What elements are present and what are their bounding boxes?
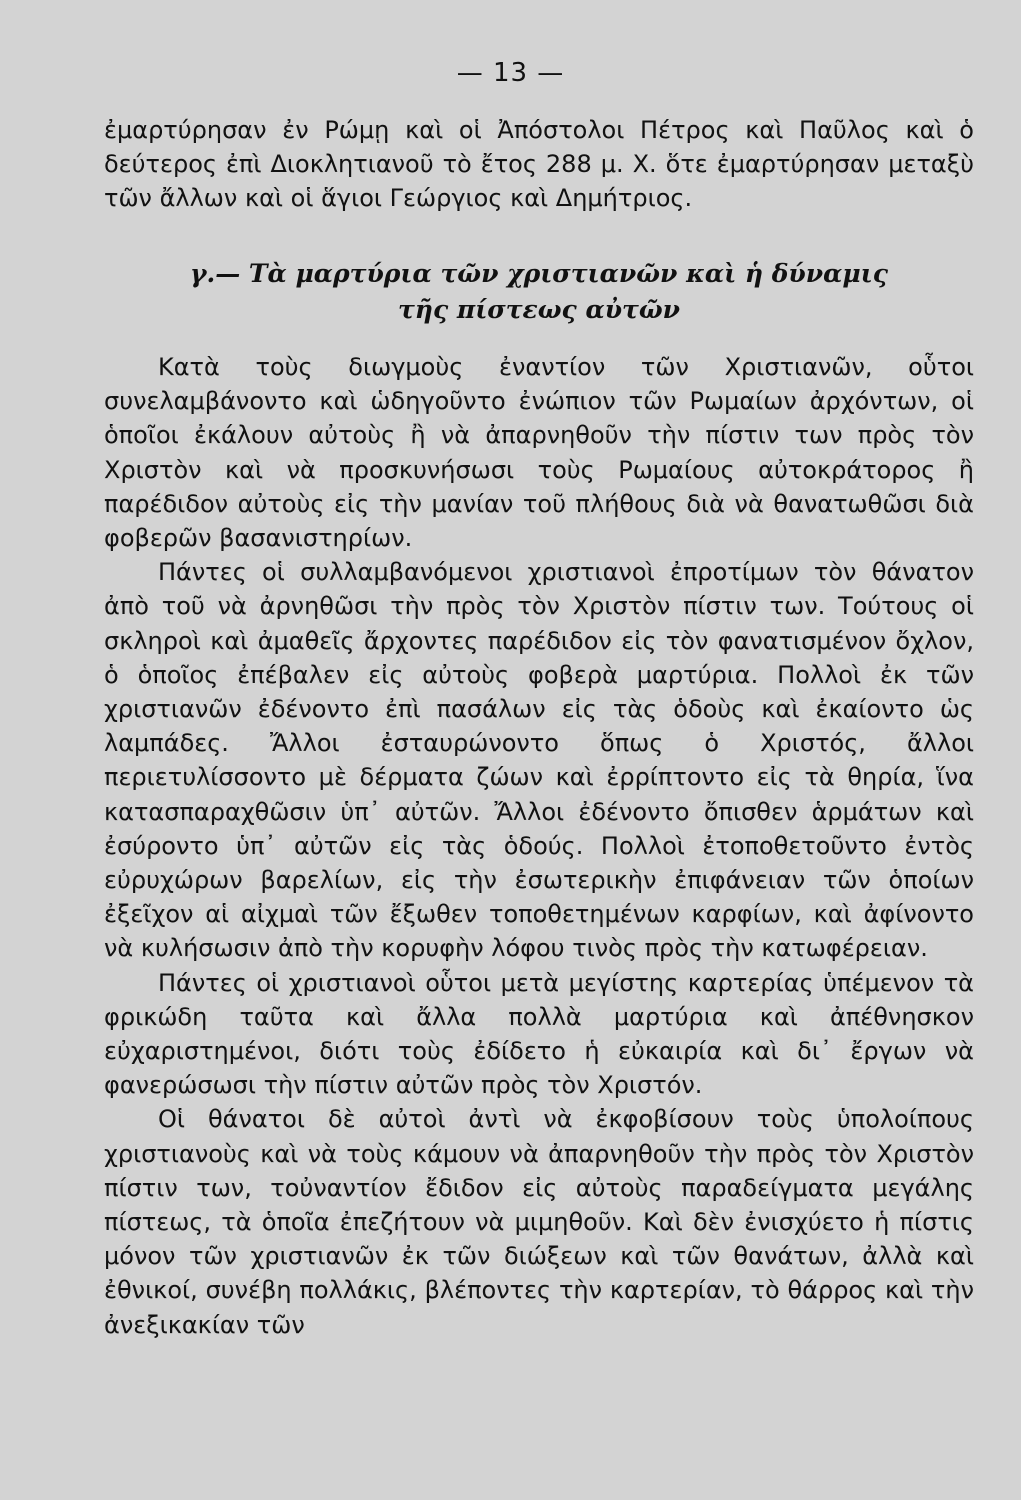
paragraph-4: Οἱ θάνατοι δὲ αὐτοὶ ἀντὶ νὰ ἐκφοβίσουν τοὺς ὑπολοίπους χριστιανοὺς καὶ νὰ τοὺς κάμουν νὰ ἀπαρνηθοῦν τὴν πρὸς τὸν Χριστὸν πίστιν των, τοὐναντίον ἔδιδον εἰς αὐτοὺς παραδείγματα μεγάλης πίστεως, τὰ ὁποῖα ἐπεζήτουν νὰ μιμηθοῦν. Καὶ δὲν ἐνισχύετο ἡ πίστις μόνον τῶν χριστιανῶν ἐκ τῶν διώξεων καὶ τῶν θανάτων, ἀλλὰ καὶ ἐθνικοί, συνέβη πολλάκις, βλέποντες τὴν καρτερίαν, τὸ θάρρος καὶ τὴν ἀνεξικακίαν τῶν [104,1105,974,1339]
page-number: — 13 — [456,58,565,88]
section-heading-line-1: γ.— Τὰ μαρτύρια τῶν χριστιανῶν καὶ ἡ δύναμις [190,259,888,288]
intro-paragraph-block [104,113,974,216]
paragraph-1: Κατὰ τοὺς διωγμοὺς ἐναντίον τῶν Χριστιανῶν, οὗτοι συνελαμβάνοντο καὶ ὡδηγοῦντο ἐνώπιον τῶν Ρωμαίων ἀρχόντων, οἱ ὁποῖοι ἐκάλουν αὐτοὺς ἢ νὰ ἀπαρνηθοῦν τὴν πίστιν των πρὸς τὸν Χριστὸν καὶ νὰ προσκυνήσωσι τοὺς Ρωμαίους αὐτοκράτορος ἢ παρέδιδον αὐτοὺς εἰς τὴν μανίαν τοῦ πλήθους διὰ νὰ θανατωθῶσι διὰ φοβερῶν βασανιστηρίων. [104,353,974,553]
paragraph-2: Πάντες οἱ συλλαμβανόμενοι χριστιανοὶ ἐπροτίμων τὸν θάνατον ἀπὸ τοῦ νὰ ἀρνηθῶσι τὴν πρὸς τὸν Χριστὸν πίστιν των. Τούτους οἱ σκληροὶ καὶ ἀμαθεῖς ἄρχοντες παρέδιδον εἰς τὸν φανατισμένον ὄχλον, ὁ ὁποῖος ἐπέβαλεν εἰς αὐτοὺς φοβερὰ μαρτύρια. Πολλοὶ ἐκ τῶν χριστιανῶν ἐδένοντο ἐπὶ πασάλων εἰς τὰς ὁδοὺς καὶ ἐκαίοντο ὡς λαμπάδες. Ἄλλοι ἐσταυρώνοντο ὅπως ὁ Χριστός, ἄλλοι περιετυλίσσοντο μὲ δέρματα ζώων καὶ ἐρρίπτοντο εἰς τὰ θηρία, ἵνα κατασπαραχθῶσιν ὑπ᾽ αὐτῶν. Ἄλλοι ἐδένοντο ὄπισθεν ἁρμάτων καὶ ἐσύροντο ὑπ᾽ αὐτῶν εἰς τὰς ὁδούς. Πολλοὶ ἐτοποθετοῦντο ἐντὸς εὐρυχώρων βαρελίων, εἰς τὴν ἐσωτερικὴν ἐπιφάνειαν τῶν ὁποίων ἐξεῖχον αἱ αἰχμαὶ τῶν ἔξωθεν τοποθετημένων καρφίων, καὶ ἀφίνοντο νὰ κυλήσωσιν ἀπὸ τὴν κορυφὴν λόφου τινὸς πρὸς τὴν κατωφέρειαν. [104,558,974,963]
section-heading-line-2: τῆς πίστεως αὐτῶν [397,295,681,324]
paragraph-3: Πάντες οἱ χριστιανοὶ οὗτοι μετὰ μεγίστης καρτερίας ὑπέμενον τὰ φρικώδη ταῦτα καὶ ἄλλα πολλὰ μαρτύρια καὶ ἀπέθνησκον εὐχαριστημένοι, διότι τοὺς ἐδίδετο ἡ εὐκαιρία καὶ δι᾽ ἔργων νὰ φανερώσωσι τὴν πίστιν αὐτῶν πρὸς τὸν Χριστόν. [104,968,974,1100]
body-text [104,350,974,1342]
intro-paragraph: ἐμαρτύρησαν ἐν Ρώμῃ καὶ οἱ Ἀπόστολοι Πέτρος καὶ Παῦλος καὶ ὁ δεύτερος ἐπὶ Διοκλητιανοῦ τὸ ἔτος 288 μ. Χ. ὅτε ἐμαρτύρησαν μεταξὺ τῶν ἄλλων καὶ οἱ ἅγιοι Γεώργιος καὶ Δημήτριος. [104,116,974,213]
section-heading [104,256,974,328]
